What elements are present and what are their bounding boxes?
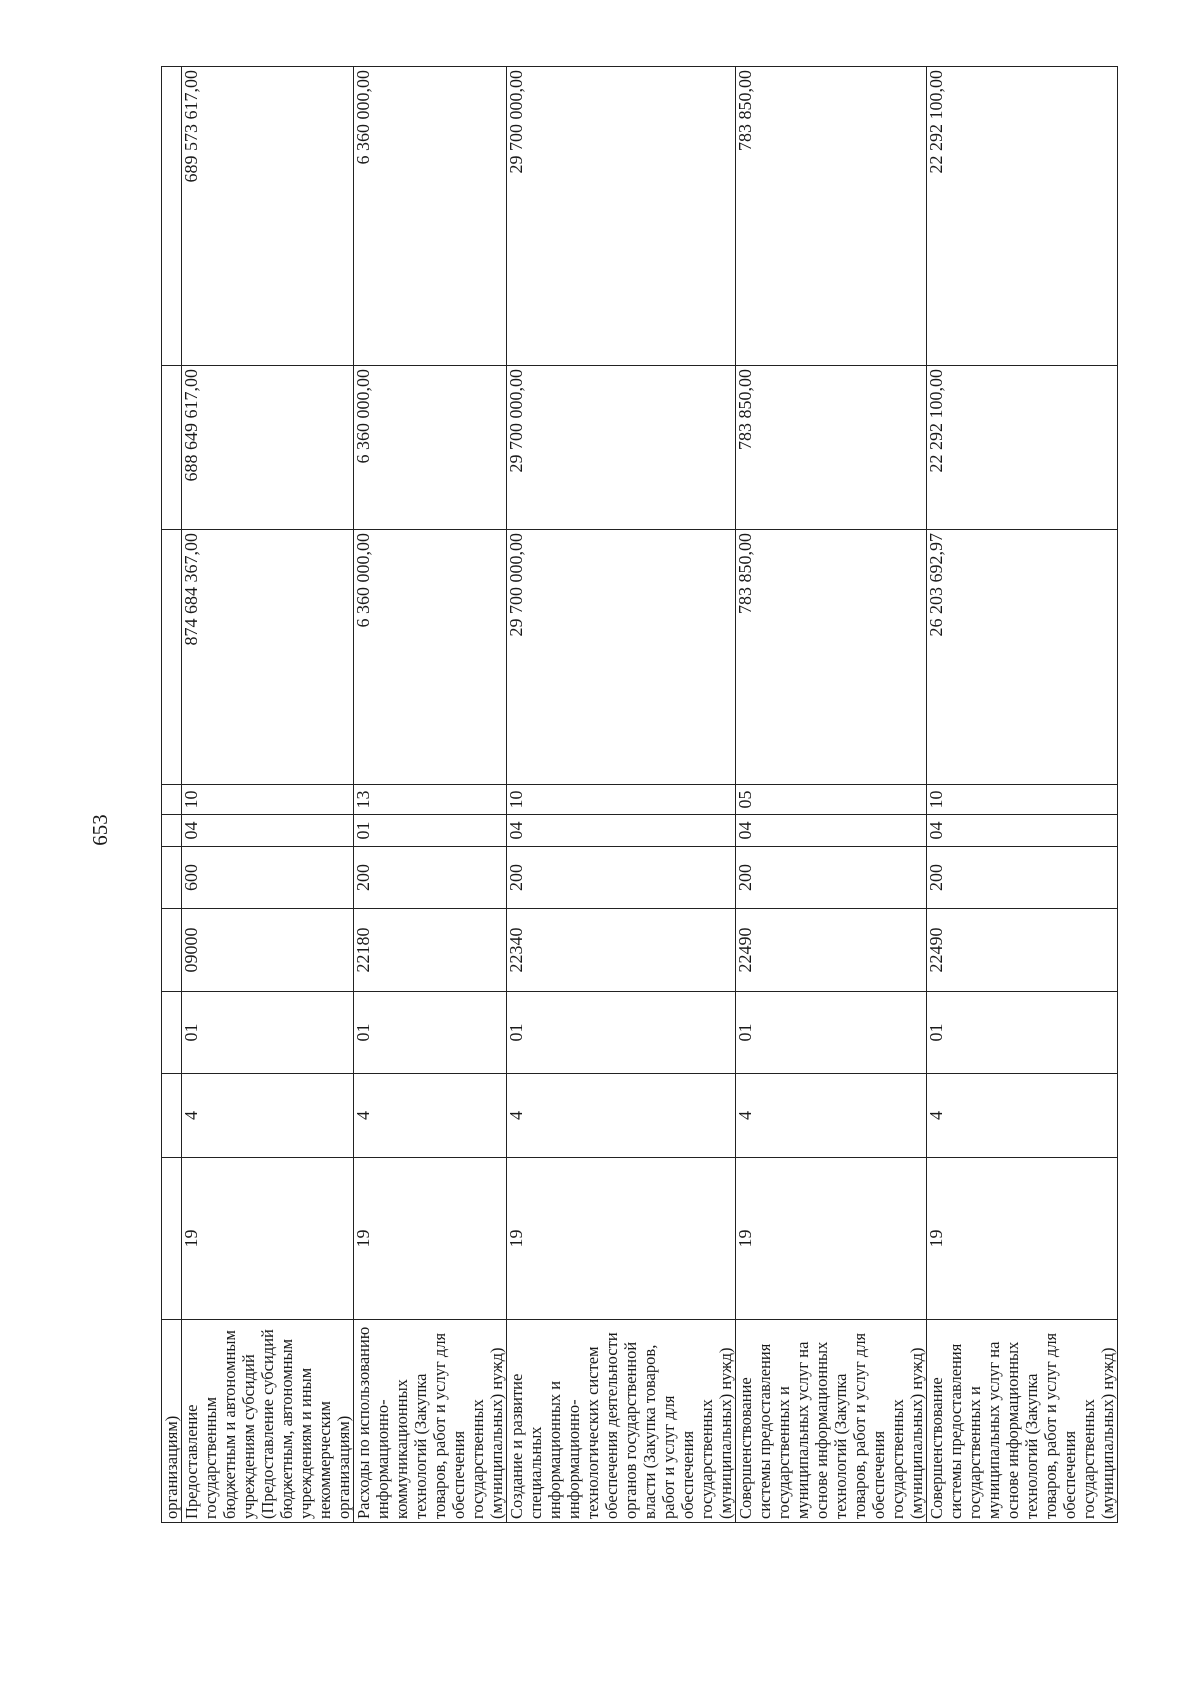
direction-code: 22180 [354,909,507,992]
amount-3: 29 700 000,00 [507,67,736,366]
row-name: Предоставление государственным бюджетным и автономным учреждениям субсидий (Предоставление субсидий бюджетным, автономным учреждениям и иным некоммерческим организациям) [182,1320,354,1523]
budget-table [161,66,1118,1523]
subprogram-code: 01 [182,992,354,1074]
amount-1 [162,530,182,785]
program-code: 4 [354,1074,507,1158]
ministry-code: 19 [736,1158,927,1320]
amount-3: 22 292 100,00 [927,67,1118,366]
table-row [182,67,354,1523]
table-row [162,67,182,1523]
ministry-code [162,1158,182,1320]
amount-3: 6 360 000,00 [354,67,507,366]
subsection-code: 10 [507,785,736,815]
amount-2 [162,366,182,530]
amount-1: 29 700 000,00 [507,530,736,785]
amount-2: 783 850,00 [736,366,927,530]
subsection-code: 10 [182,785,354,815]
direction-code: 09000 [182,909,354,992]
expense-type-code: 600 [182,847,354,909]
section-code [162,815,182,847]
subprogram-code: 01 [736,992,927,1074]
amount-3 [162,67,182,366]
direction-code: 22490 [927,909,1118,992]
section-code: 04 [182,815,354,847]
amount-1: 26 203 692,97 [927,530,1118,785]
ministry-code: 19 [507,1158,736,1320]
section-code: 04 [507,815,736,847]
row-name: Создание и развитие специальных информационных и информационно-технологических систем обеспечения деятельности органов государственной власти (Закупка товаров, работ и услуг для обеспечения государственных (муниципальных) нужд) [507,1320,736,1523]
row-name: Расходы по использованию информационно-коммуникационных технологий (Закупка товаров, работ и услуг для обеспечения государственных (муниципальных) нужд) [354,1320,507,1523]
program-code [162,1074,182,1158]
subsection-code: 05 [736,785,927,815]
subsection-code: 13 [354,785,507,815]
program-code: 4 [182,1074,354,1158]
row-name: Совершенствование системы предоставления государственных и муниципальных услуг на основе информационных технологий (Закупка товаров, работ и услуг для обеспечения государственных (муниципальных) нужд) [736,1320,927,1523]
subsection-code [162,785,182,815]
budget-table-wrapper [161,67,1117,1523]
subprogram-code: 01 [507,992,736,1074]
page-number: 653 [88,814,112,846]
direction-code: 22490 [736,909,927,992]
subprogram-code: 01 [927,992,1118,1074]
subprogram-code [162,992,182,1074]
row-name: Совершенствование системы предоставления государственных и муниципальных услуг на основе информационных технологий (Закупка товаров, работ и услуг для обеспечения государственных (муниципальных) нужд) [927,1320,1118,1523]
amount-3: 783 850,00 [736,67,927,366]
amount-1: 874 684 367,00 [182,530,354,785]
amount-3: 689 573 617,00 [182,67,354,366]
subsection-code: 10 [927,785,1118,815]
program-code: 4 [507,1074,736,1158]
expense-type-code: 200 [736,847,927,909]
subprogram-code: 01 [354,992,507,1074]
program-code: 4 [736,1074,927,1158]
ministry-code: 19 [927,1158,1118,1320]
ministry-code: 19 [182,1158,354,1320]
expense-type-code: 200 [354,847,507,909]
ministry-code: 19 [354,1158,507,1320]
amount-2: 29 700 000,00 [507,366,736,530]
direction-code: 22340 [507,909,736,992]
table-row [507,67,736,1523]
direction-code [162,909,182,992]
section-code: 01 [354,815,507,847]
amount-2: 6 360 000,00 [354,366,507,530]
program-code: 4 [927,1074,1118,1158]
amount-1: 6 360 000,00 [354,530,507,785]
amount-2: 22 292 100,00 [927,366,1118,530]
amount-1: 783 850,00 [736,530,927,785]
expense-type-code [162,847,182,909]
table-row [736,67,927,1523]
table-row [354,67,507,1523]
section-code: 04 [736,815,927,847]
amount-2: 688 649 617,00 [182,366,354,530]
section-code: 04 [927,815,1118,847]
expense-type-code: 200 [507,847,736,909]
row-name: организациям) [162,1320,182,1523]
expense-type-code: 200 [927,847,1118,909]
table-row [927,67,1118,1523]
